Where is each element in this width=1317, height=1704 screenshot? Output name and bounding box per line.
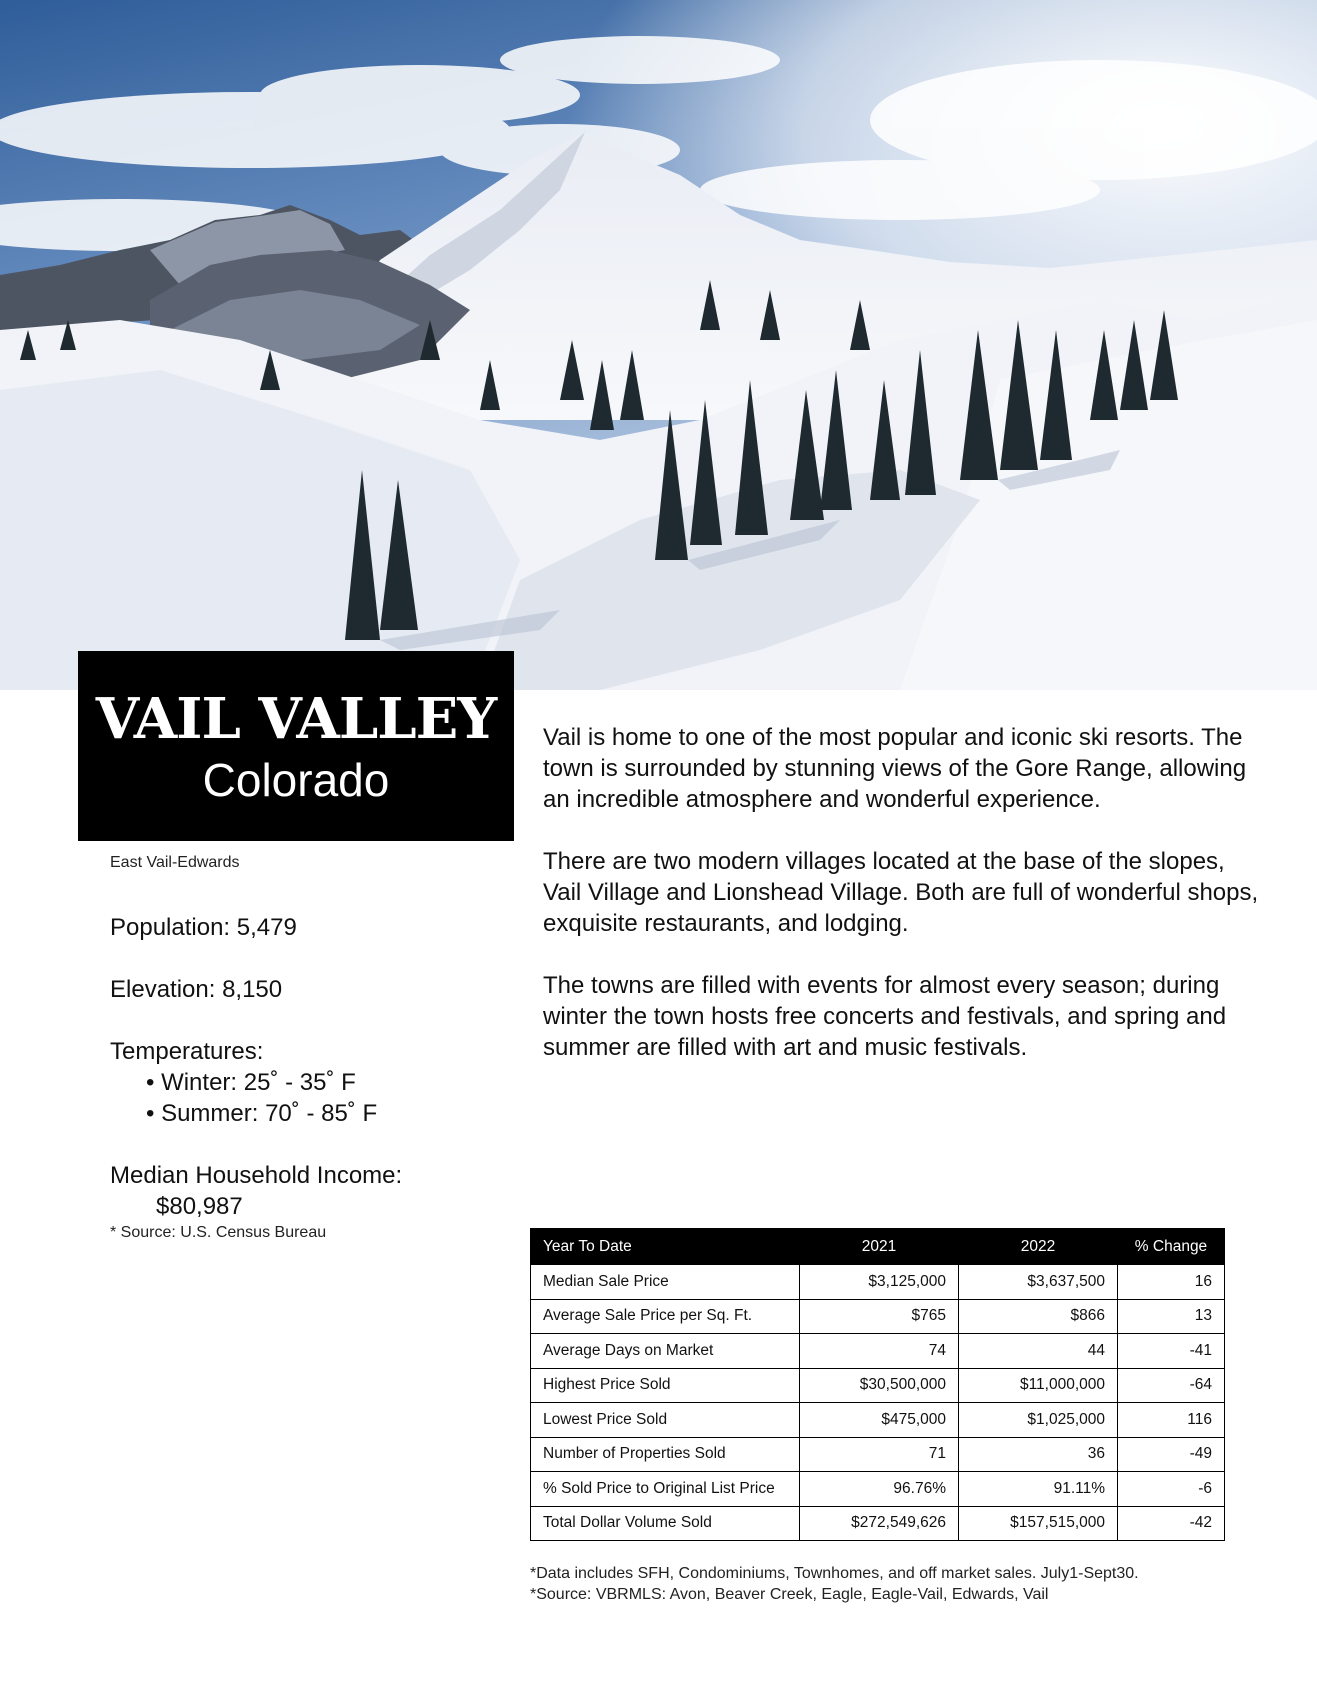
hero-photo xyxy=(0,0,1317,690)
percent-change: -41 xyxy=(1118,1334,1225,1369)
description-paragraph: There are two modern villages located at the base of the slopes, Vail Village and Lionshead Village. Both are full of wonderful shops, exquisite restaurants, and lodging. xyxy=(543,848,1259,937)
value-2022: $1,025,000 xyxy=(959,1403,1118,1438)
mountain-landscape-image xyxy=(0,0,1317,690)
header-percent-change: % Change xyxy=(1118,1229,1225,1265)
value-2021: 96.76% xyxy=(800,1472,959,1507)
header-2021: 2021 xyxy=(800,1229,959,1265)
value-2021: $475,000 xyxy=(800,1403,959,1438)
value-2021: $3,125,000 xyxy=(800,1265,959,1300)
value-2021: $272,549,626 xyxy=(800,1506,959,1541)
table-row xyxy=(531,1334,1225,1369)
value-2022: $3,637,500 xyxy=(959,1265,1118,1300)
percent-change: -64 xyxy=(1118,1368,1225,1403)
percent-change: 13 xyxy=(1118,1299,1225,1334)
table-row xyxy=(531,1299,1225,1334)
footnotes xyxy=(530,1563,1139,1605)
population-stat: Population: 5,479 xyxy=(110,914,297,941)
temperatures-label: Temperatures: xyxy=(110,1038,264,1065)
description xyxy=(543,722,1263,1094)
table-row xyxy=(531,1265,1225,1300)
percent-change: 16 xyxy=(1118,1265,1225,1300)
header-2022: 2022 xyxy=(959,1229,1118,1265)
row-label: Average Sale Price per Sq. Ft. xyxy=(531,1299,800,1334)
census-source-note: * Source: U.S. Census Bureau xyxy=(110,1224,327,1241)
percent-change: -42 xyxy=(1118,1506,1225,1541)
elevation-stat: Elevation: 8,150 xyxy=(110,976,283,1003)
row-label: Total Dollar Volume Sold xyxy=(531,1506,800,1541)
header-year-to-date: Year To Date xyxy=(531,1229,800,1265)
income-block xyxy=(110,1160,402,1222)
data-footnote: *Data includes SFH, Condominiums, Townhomes, and off market sales. July1-Sept30. xyxy=(530,1565,1139,1582)
row-label: Highest Price Sold xyxy=(531,1368,800,1403)
value-2022: $11,000,000 xyxy=(959,1368,1118,1403)
value-2021: $765 xyxy=(800,1299,959,1334)
value-2021: 71 xyxy=(800,1437,959,1472)
page-title: VAIL VALLEY xyxy=(95,686,497,752)
source-footnote: *Source: VBRMLS: Avon, Beaver Creek, Eagle, Eagle-Vail, Edwards, Vail xyxy=(530,1586,1049,1603)
income-label: Median Household Income: xyxy=(110,1162,403,1189)
value-2021: $30,500,000 xyxy=(800,1368,959,1403)
description-paragraph: Vail is home to one of the most popular and iconic ski resorts. The town is surrounded by stunning views of the Gore Range, allowing an incredible atmosphere and wonderful experience. xyxy=(543,724,1247,813)
description-paragraph: The towns are filled with events for almost every season; during winter the town hosts free concerts and festivals, and spring and summer are filled with art and music festivals. xyxy=(543,972,1227,1061)
value-2022: 44 xyxy=(959,1334,1118,1369)
row-label: % Sold Price to Original List Price xyxy=(531,1472,800,1507)
percent-change: -49 xyxy=(1118,1437,1225,1472)
value-2022: $157,515,000 xyxy=(959,1506,1118,1541)
value-2022: 36 xyxy=(959,1437,1118,1472)
table-header-row xyxy=(531,1229,1225,1265)
summer-temperature: • Summer: 70˚ - 85˚ F xyxy=(146,1100,378,1127)
row-label: Average Days on Market xyxy=(531,1334,800,1369)
table-row xyxy=(531,1368,1225,1403)
row-label: Median Sale Price xyxy=(531,1265,800,1300)
value-2022: 91.11% xyxy=(959,1472,1118,1507)
value-2022: $866 xyxy=(959,1299,1118,1334)
winter-temperature: • Winter: 25˚ - 35˚ F xyxy=(146,1069,356,1096)
percent-change: -6 xyxy=(1118,1472,1225,1507)
table-row xyxy=(531,1403,1225,1438)
income-value: $80,987 xyxy=(156,1193,243,1220)
percent-change: 116 xyxy=(1118,1403,1225,1438)
temperatures-block xyxy=(110,1036,377,1129)
market-stats-table xyxy=(530,1228,1225,1541)
value-2021: 74 xyxy=(800,1334,959,1369)
table-row xyxy=(531,1437,1225,1472)
table-row xyxy=(531,1472,1225,1507)
page-subtitle: Colorado xyxy=(202,754,390,806)
table-row xyxy=(531,1506,1225,1541)
area-name: East Vail-Edwards xyxy=(110,854,240,871)
row-label: Number of Properties Sold xyxy=(531,1437,800,1472)
title-block xyxy=(78,651,514,841)
row-label: Lowest Price Sold xyxy=(531,1403,800,1438)
